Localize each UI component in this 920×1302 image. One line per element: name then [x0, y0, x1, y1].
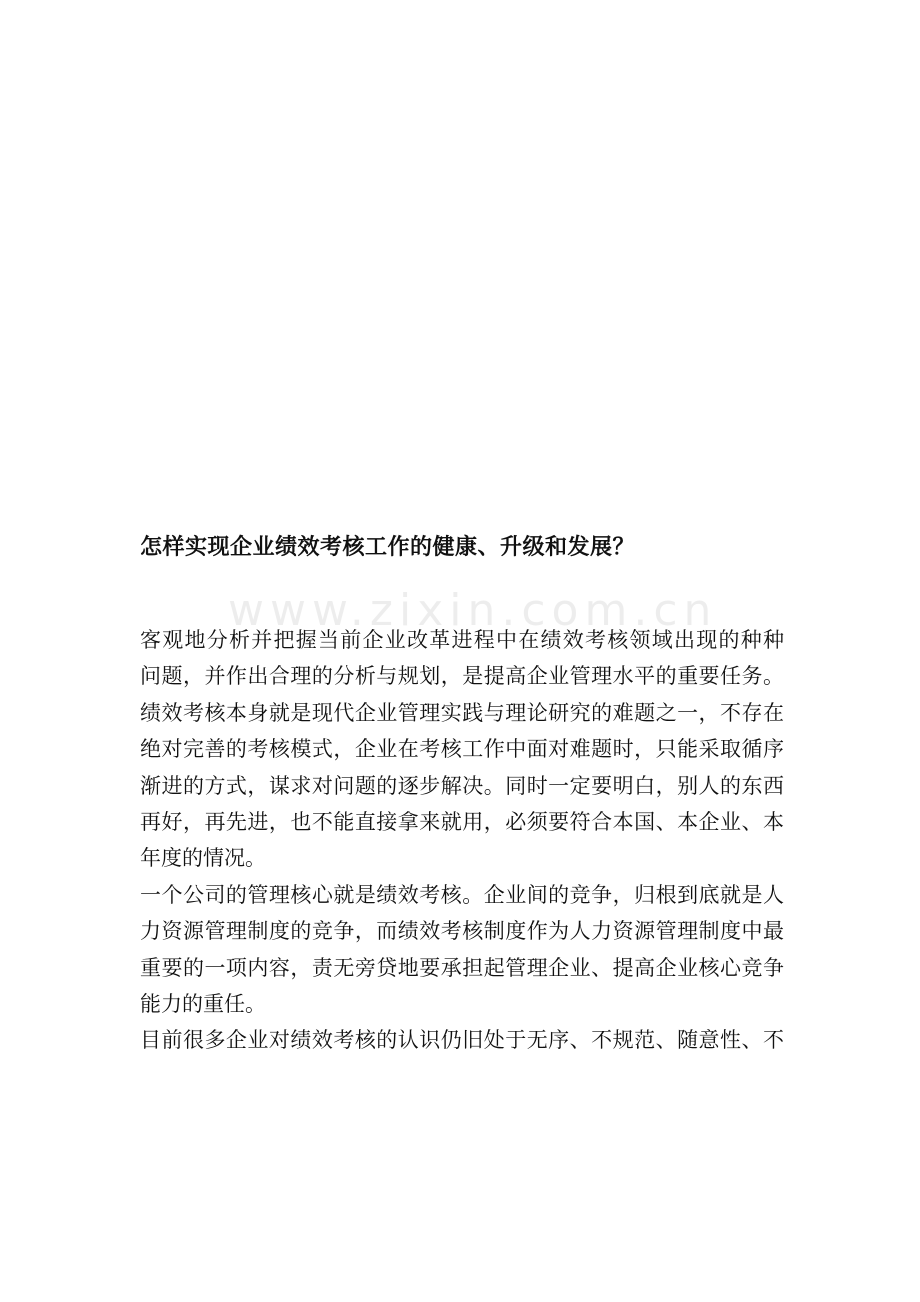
text-line: 年度的情况。: [140, 846, 266, 871]
document-body: [140, 622, 784, 1059]
paragraph-2: [140, 877, 784, 1023]
paragraph-1: [140, 622, 784, 877]
text-line: 目前很多企业对绩效考核的认识仍旧处于无序、不规范、随意性、不: [140, 1028, 784, 1053]
paragraph-3: [140, 1022, 784, 1058]
text-line: 客观地分析并把握当前企业改革进程中在绩效考核领域出现的种种: [140, 628, 784, 652]
text-line: 能力的重任。: [140, 992, 266, 1017]
text-line: 重要的一项内容，责无旁贷地要承担起管理企业、提高企业核心竞争: [140, 955, 784, 980]
text-line: 再好，再先进，也不能直接拿来就用，必须要符合本国、本企业、本: [140, 810, 784, 835]
text-line: 渐进的方式，谋求对问题的逐步解决。同时一定要明白，别人的东西: [140, 773, 784, 798]
text-line: 绩效考核本身就是现代企业管理实践与理论研究的难题之一，不存在: [140, 700, 784, 725]
text-line: 问题，并作出合理的分析与规划，是提高企业管理水平的重要任务。: [140, 664, 784, 689]
document-title: 怎样实现企业绩效考核工作的健康、升级和发展？: [140, 535, 636, 560]
watermark: www.zixin.com.cn: [228, 585, 718, 636]
text-line: 绝对完善的考核模式，企业在考核工作中面对难题时，只能采取循序: [140, 737, 784, 762]
text-line: 力资源管理制度的竞争，而绩效考核制度作为人力资源管理制度中最: [140, 919, 784, 944]
text-line: 一个公司的管理核心就是绩效考核。企业间的竞争，归根到底就是人: [140, 882, 784, 907]
